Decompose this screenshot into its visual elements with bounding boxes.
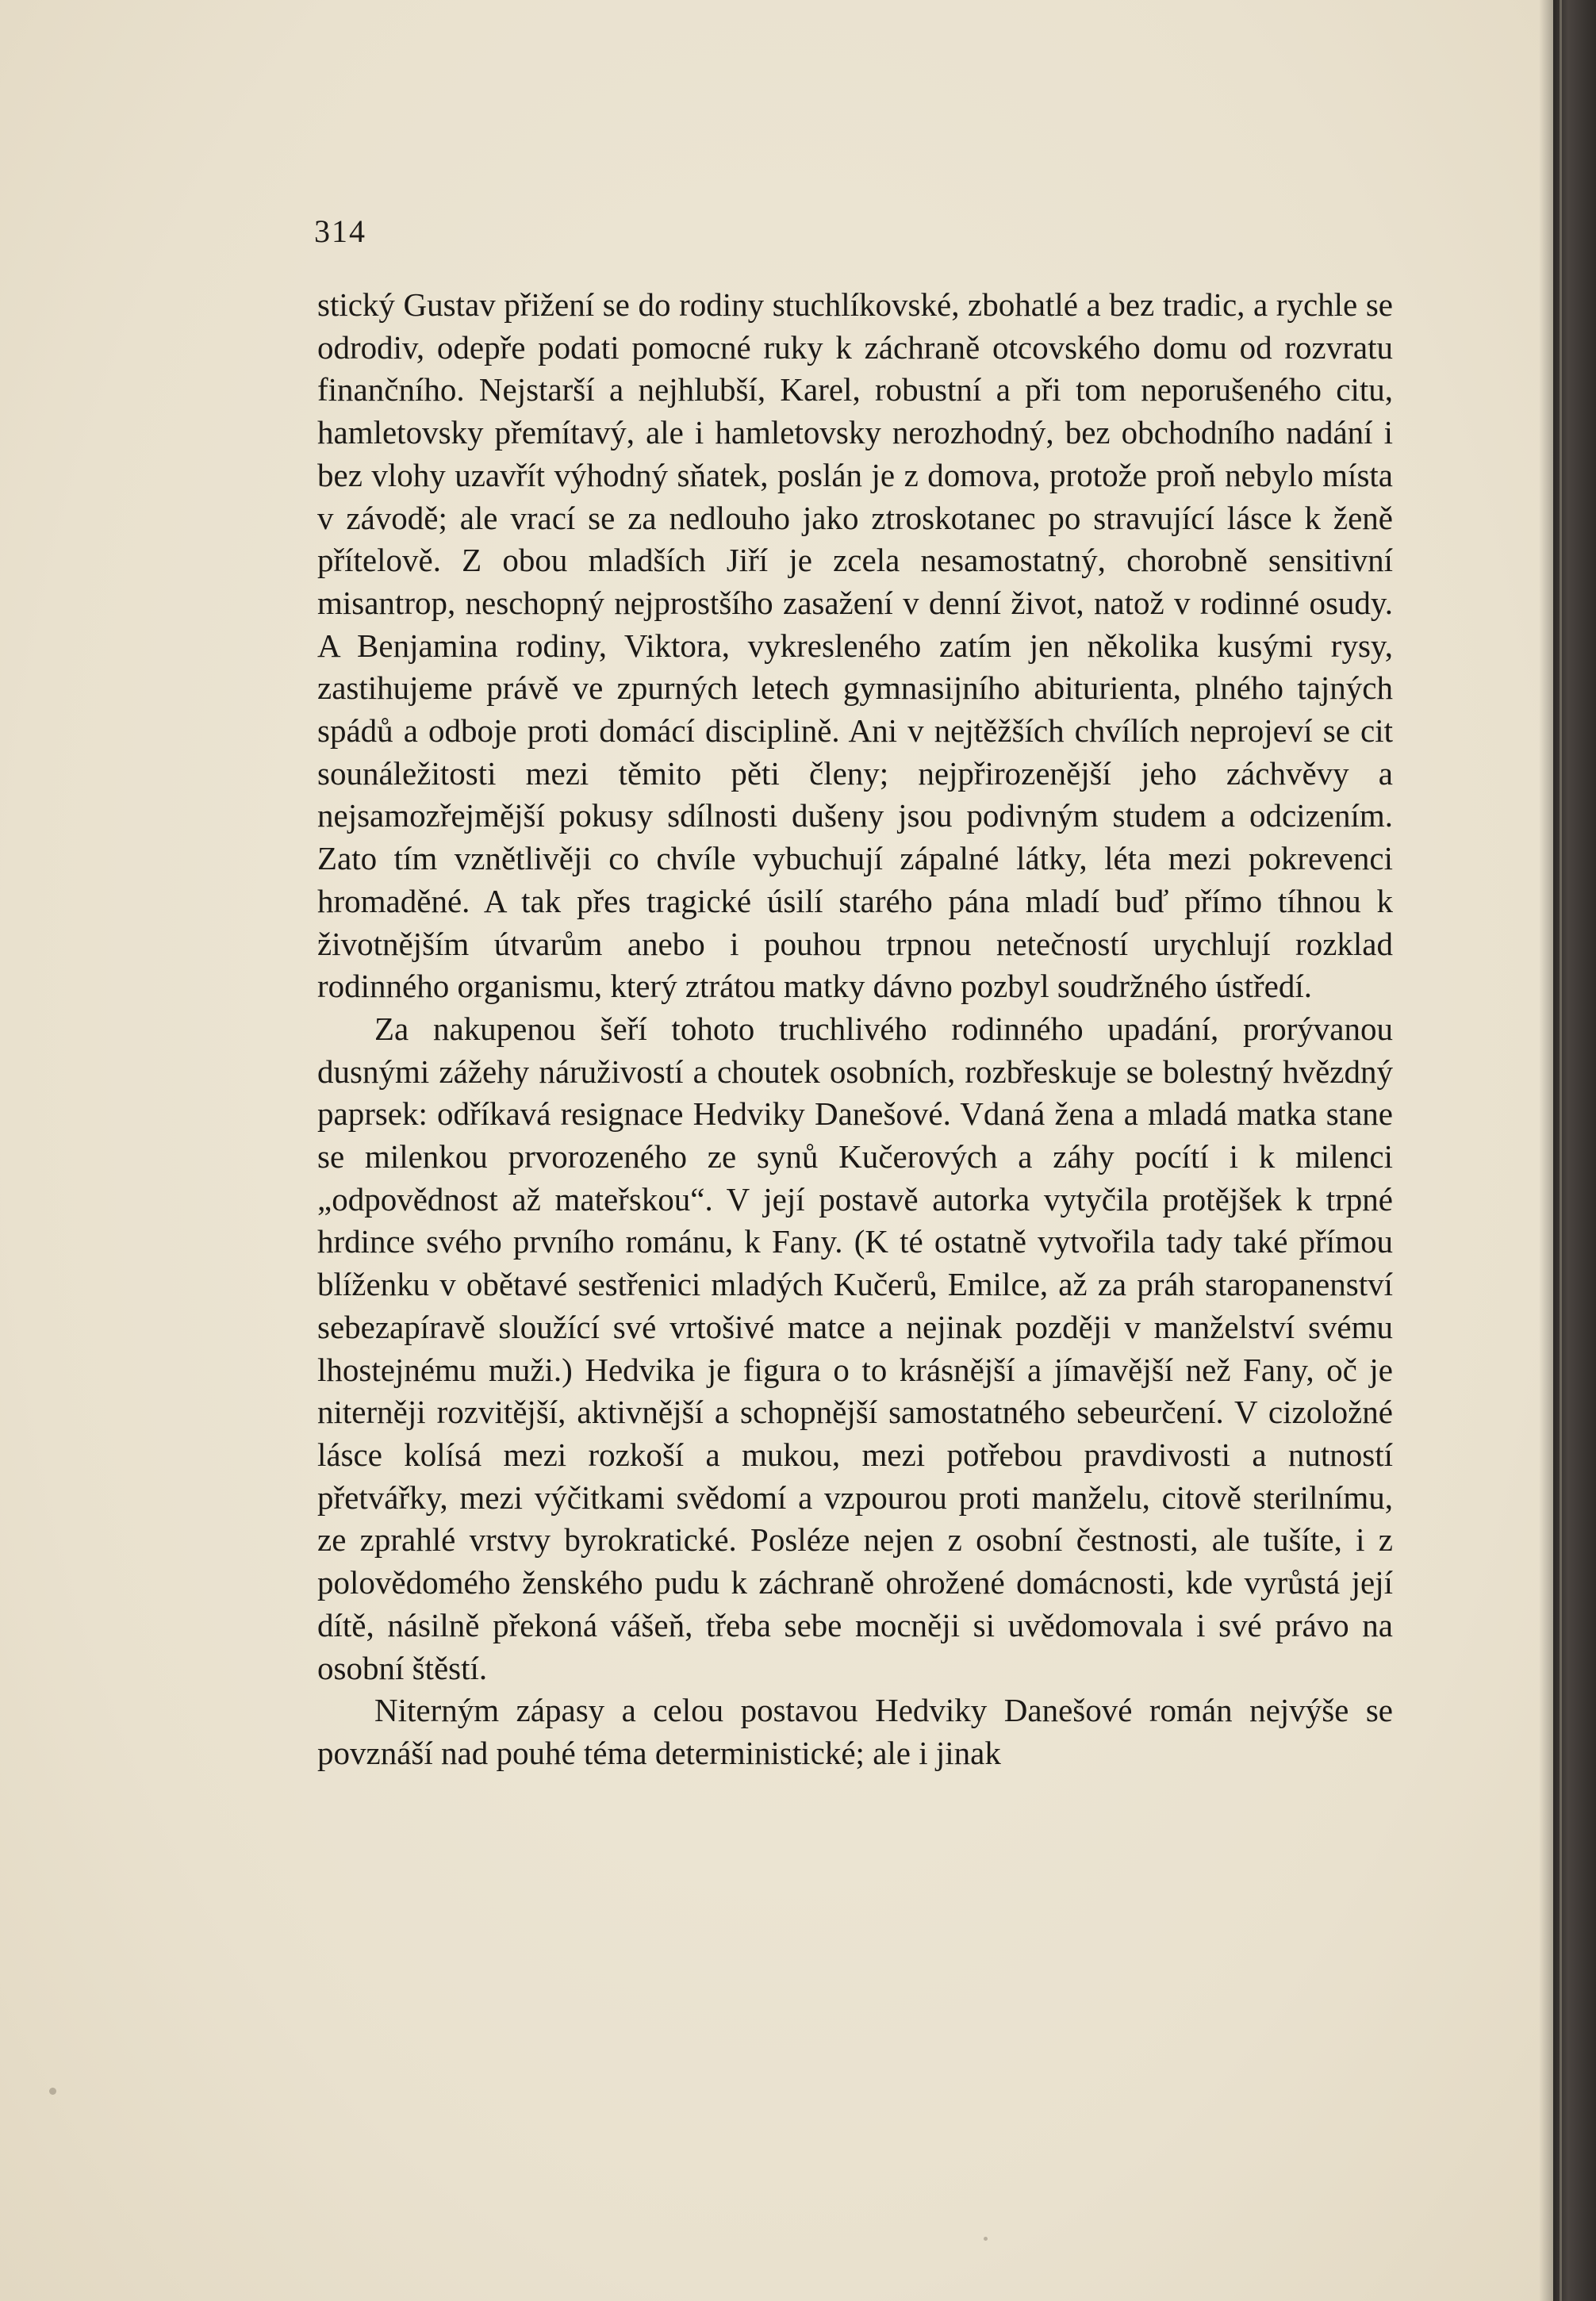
page-number: 314	[314, 213, 366, 249]
paragraph-2: Za nakupenou šeří tohoto truchlivého rodinného upadání, prorývanou dusnými zážehy náruživostí a choutek osobních, rozbřeskuje se bolestný hvězdný paprsek: odříkavá resignace Hedviky Danešové. Vdaná žena a mladá matka stane se milenkou prvorozeného ze synů Kučerových a záhy pocítí i k milenci „odpovědnost až mateřskou“. V její postavě autorka vytyčila protějšek k trpné hrdince svého prvního románu, k Fany. (K té ostatně vytvořila tady také přímou blíženku v obětavé sestřenici mladých Kučerů, Emilce, až za práh staropanenství sebezapíravě sloužící své vrtošivé matce a nejinak později v manželství svému lhostejnému muži.) Hedvika je figura o to krásnější a jímavější než Fany, oč je niterněji rozvitější, aktivnější a schopnější samostatného sebeurčení. V cizoložné lásce kolísá mezi rozkoší a mukou, mezi potřebou pravdivosti a nutností přetvářky, mezi výčitkami svědomí a vzpourou proti manželu, citově sterilnímu, ze zprahlé vrstvy byrokratické. Posléze nejen z osobní čestnosti, ale tušíte, i z polovědomého ženského pudu k záchraně ohrožené domácnosti, kde vyrůstá její dítě, násilně překoná vášeň, třeba sebe mocněji si uvědomovala i své právo na osobní štěstí.	[317, 1010, 1393, 1686]
paragraph-1: stický Gustav přižení se do rodiny stuchlíkovské, zbohatlé a bez tradic, a rychle se odrodiv, odepře podati pomocné ruky k záchraně otcovského domu od rozvratu finančního. Nejstarší a nejhlubší, Karel, robustní a při tom neporušeného citu, hamletovsky přemítavý, ale i hamletovsky nerozhodný, bez obchodního nadání i bez vlohy uzavřít výhodný sňatek, poslán je z domova, protože proň nebylo místa v závodě; ale vrací se za nedlouho jako ztroskotanec po stravující lásce k ženě přítelově. Z obou mladších Jiří je zcela nesamostatný, chorobně sensitivní misantrop, neschopný nejprostšího zasažení v denní život, natož v rodinné osudy. A Benjamina rodiny, Viktora, vykresleného zatím jen několika kusými rysy, zastihujeme právě ve zpurných letech gymnasijního abiturienta, plného tajných spádů a odboje proti domácí disciplině. Ani v nejtěžších chvílích neprojeví se cit sounáležitosti mezi těmito pěti členy; nejpřirozenější jeho záchvěvy a nejsamozřejmější pokusy sdílnosti dušeny jsou podivným studem a odcizením. Zato tím vznětlivěji co chvíle vybuchují zápalné látky, léta mezi pokrevenci hromaděné. A tak přes tragické úsilí starého pána mladí buď přímo tíhnou k životnějším útvarům anebo i pouhou trpnou netečností urychlují rozklad rodinného organismu, který ztrátou matky dávno pozbyl soudržného ústředí.	[317, 286, 1393, 1005]
gutter-page-edge	[1560, 0, 1562, 2301]
paper-speck	[984, 2237, 988, 2241]
paper-speck	[49, 2088, 56, 2095]
body-text	[317, 284, 1393, 1775]
page-edge-shadow	[1539, 0, 1553, 2301]
paragraph-3: Niterným zápasy a celou postavou Hedviky Danešové román nejvýše se povznáší nad pouhé téma deterministické; ale i jinak	[317, 1692, 1393, 1771]
